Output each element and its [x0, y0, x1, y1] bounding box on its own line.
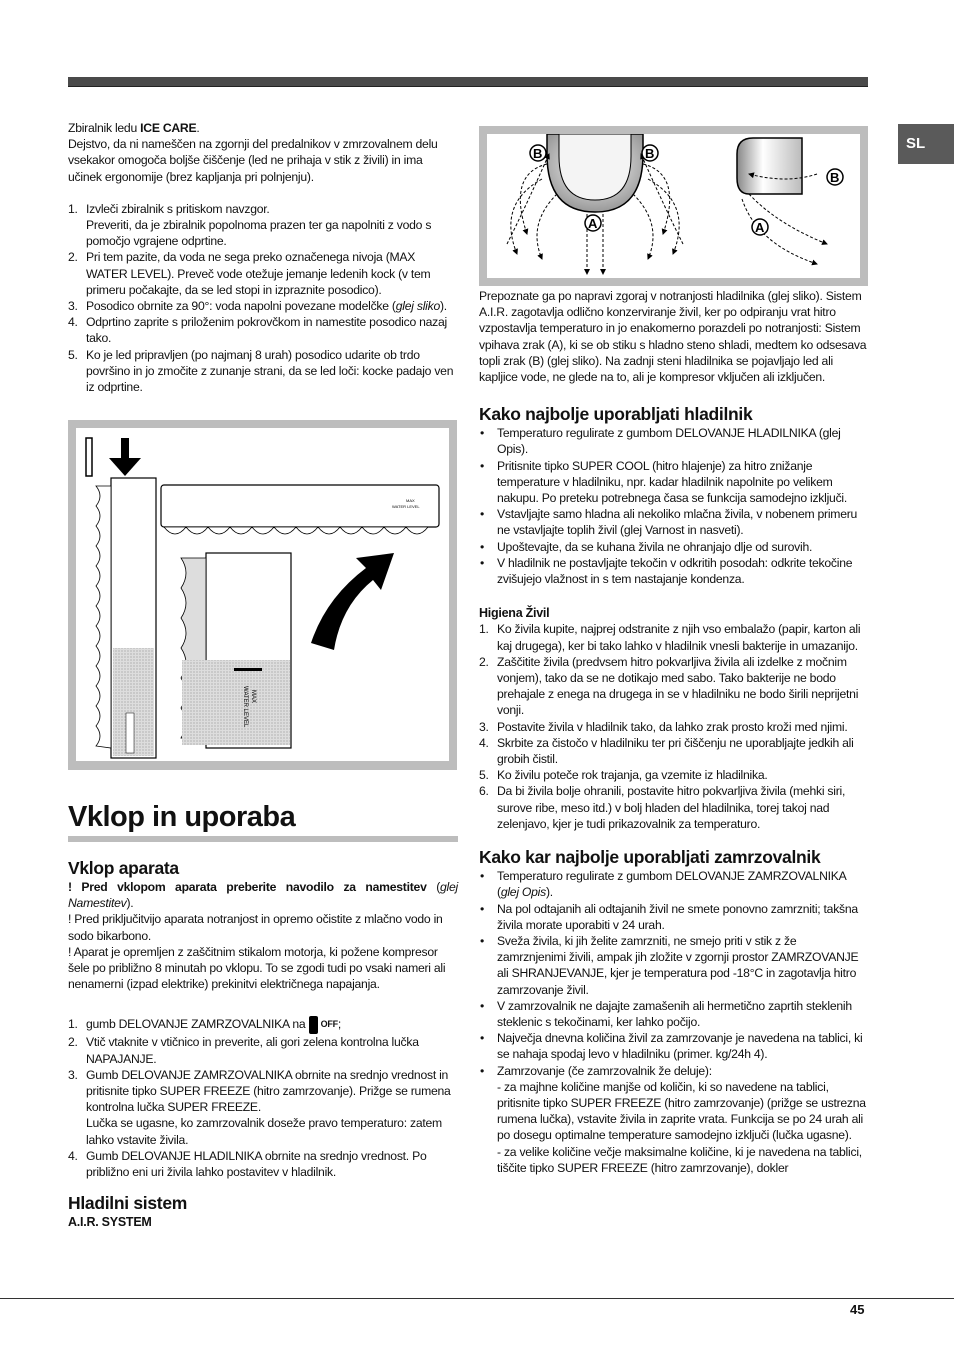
air-system-text: Prepoznate ga po napravi zgoraj v notranjosti hladilnika (glej sliko). Sistem A.I.R. zagotavlja odlično konzerviranje živil, ker po odpiranju vrat hitro vzpostavlja temperaturo in jo enakomerno porazdeli po notranjosti: Sistem vpihava zrak (A), ki se ob stiku s hladno steno shladi, medtem ko odsesava topli zrak (B) (glej sliko). Na zadnji steni hladilnika se pojavljajo led ali kapljice vode, ne glede na to, ali je kompresor vključen ali izključen. — [479, 289, 867, 385]
list-item — [68, 298, 458, 314]
list-item — [479, 719, 867, 735]
label-b-side — [827, 169, 843, 185]
label-a-left — [585, 215, 601, 231]
rotated-max-label: MAX — [250, 690, 256, 704]
list-item: • V zamrzovalnik ne dajajte zamašenih ali hermetično zaprtih steklenih steklenic s tekočinami, ker lahko počijo. — [479, 998, 867, 1030]
ice-care-section — [68, 120, 458, 395]
rotate-arrow-icon — [311, 553, 394, 650]
air-system-caption: A.I.R. SYSTEM — [68, 1215, 152, 1230]
hygiene-list — [479, 621, 867, 832]
label-a-side — [752, 219, 768, 235]
list-item — [68, 1034, 458, 1066]
step-text: Ko je led pripravljen (po najmanj 8 urah) posodico udarite ob trdo površino in jo zmočite z zunanje strani, da se led loči: kocke padajo ven iz odprtine. — [86, 347, 454, 395]
item-text: Postavite živila v hladilnik tako, da lahko zrak prosto kroži med njimi. — [497, 719, 848, 734]
label-b-left — [530, 145, 546, 161]
language-tab: SL — [898, 124, 954, 164]
list-item: • Upoštevajte, da se kuhana živila ne ohranjajo dlje od surovih. — [479, 539, 867, 555]
svg-text:A: A — [588, 216, 598, 231]
section-heading-hladilni-sistem: Hladilni sistem — [68, 1193, 188, 1214]
step-number: 5. — [68, 347, 78, 362]
list-item: • Sveža živila, ki jih želite zamrzniti, ne smejo priti v stik z že zamrznjenimi živili, ampak jih zložite v zgornji prostor ZAMRZOVANJE ali SHRANJEVANJE, kjer je temperatura pod -18°C in zagotavlja hitro zamrzovanje živil. — [479, 933, 867, 998]
item-text: Zaščitite živila (predvsem hitro pokvarljiva živila ali izdelke z močnim vonjem), tako da se ne dotikajo med sabo. Tako bakterije ne bodo prehajale z enega na drugega in se v hladilniku ne bodo širili neprijetni vonji. — [497, 654, 859, 718]
header-bar — [68, 77, 868, 87]
warning-1-open: ( — [436, 880, 441, 894]
item-number: 2. — [479, 654, 489, 669]
step-extra: Lučka se ugasne, ko zamrzovalnik doseže pravo temperaturo: zatem lahko vstavite živila. — [86, 1116, 442, 1147]
freezer-tips-list — [479, 868, 867, 1176]
warning-1-bold: ! Pred vklopom aparata preberite navodilo za namestitev — [68, 880, 427, 894]
list-item — [68, 1067, 458, 1148]
section-heading-vklop-aparata: Vklop aparata — [68, 858, 179, 878]
step-text: Gumb DELOVANJE HLADILNIKA obrnite na srednjo vrednost. Po približno eni uri živila lahko postavitev v hladilnik. — [86, 1148, 427, 1180]
warning-3: ! Aparat je opremljen z zaščitnim stikalom motorja, ki požene kompresor šele po približno 8 minutah po vklopu. To se zgodi tudi po vsaki nameri ali nenamerni (izpad elektrike) prekinitvi električnega napajanja. — [68, 944, 446, 992]
rotated-water-label: WATER LEVEL — [242, 686, 248, 728]
warning-1 — [68, 879, 458, 911]
item-text: Ko živilu poteče rok trajanja, ga vzemite iz hladilnika. — [497, 768, 768, 783]
step-text: Odprtino zaprite s priloženim pokrovčkom in namestite posodico nazaj tako. — [86, 315, 447, 346]
arrow-down-icon — [109, 438, 141, 476]
item-number: 3. — [479, 719, 489, 734]
warning-1-italic: glej Namestitev — [68, 880, 459, 911]
tray-water-label: WATER LEVEL — [392, 504, 420, 509]
item-extra: - za majhne količine manjše od količin, ki so navedene na tablici, pritisnite tipko SUPER FREEZE (hitro zamrzovanje) (prižge se ustrezna rumena lučka), vstavite živila in zaprite vrata. Funkcija se po 24 urah ali po dosegu optimalne temperature samodejno izključi (lučka ugasne). — [497, 1079, 866, 1143]
list-item: • V hladilnik ne postavljajte tekočin v odkritih posodah: odkrite tekočine zvišujejo vlažnost in s tem nastajanje kondenza. — [479, 555, 867, 587]
page-number: 45 — [850, 1302, 865, 1317]
tray-max-label: MAX — [406, 498, 415, 503]
item-italic: glej Opis — [500, 885, 546, 900]
list-item — [68, 1148, 458, 1180]
right-column — [479, 288, 867, 1176]
air-system-figure — [479, 126, 868, 286]
ice-tray-illustration — [76, 428, 449, 761]
page-title: Vklop in uporaba — [68, 801, 296, 833]
list-item — [479, 783, 867, 832]
step-italic: glej sliko — [395, 299, 440, 314]
step-number: 3. — [68, 1067, 78, 1082]
svg-text:B: B — [645, 146, 655, 161]
step-number: 3. — [68, 299, 78, 314]
list-item — [479, 868, 867, 900]
label-b-right — [642, 145, 658, 161]
warning-2: ! Pred priključitvijo aparata notranjost in opremo očistite z mlačno vodo in sodo bikarbono. — [68, 912, 443, 943]
step-text: Izvleči zbiralnik s pritiskom navzgor. — [86, 201, 270, 216]
item-text: Da bi živila bolje ohranili, postavite hitro pokvarljiva živila (mehki siri, surove ribe, meso itd.) v bolj hladen del hladilnika, torej takoj nad zelenjavo, kjer je tudi prikazovalnik za temperaturo. — [497, 784, 846, 831]
list-item: • Pritisnite tipko SUPER COOL (hitro hlajenje) za hitro znižanje temperature v hladilniku, npr. kadar hladilnik napolnite po velikem nakupu. Po preteku potrebnega časa se funkcija samodejno izključi. — [479, 458, 867, 507]
ice-care-title-suffix: . — [196, 121, 200, 135]
item-number: 5. — [479, 768, 489, 783]
item-text: Temperaturo regulirate z gumbom DELOVANJE ZAMRZOVALNIKA ( — [497, 869, 846, 900]
list-item: • Na pol odtajanih ali odtajanih živil ne smete ponovno zamrzniti; takšna živila morate uporabiti v 24 urah. — [479, 901, 867, 933]
list-item: • Temperaturo regulirate z gumbom DELOVANJE HLADILNIKA (glej Opis). — [479, 425, 867, 457]
step-number: 2. — [68, 1035, 78, 1050]
vklop-steps — [68, 1016, 458, 1180]
item-extra: - za velike količine večje maksimalne količine, ki je navedena na tablici, tiščite tipko SUPER FREEZE (hitro zamrzovanje), dokler — [497, 1144, 862, 1175]
list-item — [68, 347, 458, 396]
ice-care-title-prefix: Zbiralnik ledu — [68, 121, 141, 135]
section-heading-zamrzovalnik: Kako kar najbolje uporabljati zamrzovalnik — [479, 847, 821, 868]
airflow-illustration — [487, 134, 860, 278]
footer-rule — [0, 1298, 954, 1299]
list-item — [68, 249, 458, 298]
step-tail: ). — [440, 299, 447, 314]
hygiene-heading: Higiena Živil — [479, 606, 550, 621]
step-tail: ; — [337, 1017, 342, 1032]
item-number: 4. — [479, 735, 489, 750]
step-extra: Preveriti, da je zbiralnik popolnoma prazen ter ga napolniti z vodo s pomočjo vgrajene odprtine. — [86, 218, 432, 249]
ice-care-steps — [68, 201, 458, 395]
svg-text:B: B — [533, 146, 543, 161]
list-item — [479, 767, 867, 783]
step-text: Posodico obrnite za 90°: voda napolni povezane modelčke ( — [86, 299, 396, 314]
item-text: Zamrzovanje (če zamrzovalnik že deluje): — [497, 1063, 712, 1078]
step-number: 1. — [68, 201, 78, 216]
item-tail: ). — [545, 885, 553, 900]
list-item: • Največja dnevna količina živil za zamrzovanje je navedena na tablici, ki se nahaja spodaj levo v hladilniku (primer. kg/24h 4). — [479, 1030, 867, 1062]
list-item — [68, 1016, 458, 1034]
item-text: Ko živila kupite, najprej odstranite z njih vso embalažo (papir, karton ali kaj drugega), ker bi tako lahko v hladilnik vnesli bakterije in umazanijo. — [497, 622, 861, 653]
step-number: 2. — [68, 250, 78, 265]
list-item — [68, 201, 458, 250]
svg-text:A: A — [755, 220, 765, 235]
item-text: Skrbite za čistočo v hladilniku ter pri čiščenju ne uporabljajte jedkih ali grobih čistil. — [497, 735, 854, 767]
list-item — [479, 1063, 867, 1176]
step-number: 4. — [68, 315, 78, 330]
ice-tray-figure — [68, 420, 457, 770]
warning-1-close: ). — [126, 896, 134, 911]
vklop-section — [68, 800, 458, 1230]
item-number: 1. — [479, 622, 489, 637]
item-number: 6. — [479, 784, 489, 799]
fridge-tips-list — [479, 425, 867, 587]
step-text: Gumb DELOVANJE ZAMRZOVALNIKA obrnite na srednjo vrednost in pritisnite tipko SUPER FREEZE (hitro zamrzovanje). Prižge se rumena kontrolna lučka SUPER FREEZE. — [86, 1067, 451, 1115]
step-text: Vtič vtaknite v vtičnico in preverite, ali gori zelena kontrolna lučka NAPAJANJE. — [86, 1035, 419, 1066]
off-symbol: OFF — [320, 1019, 338, 1030]
knob-icon — [309, 1016, 318, 1034]
ice-care-name: ICE CARE — [140, 121, 197, 135]
step-number: 1. — [68, 1017, 78, 1032]
section-heading-hladilnik: Kako najbolje uporabljati hladilnik — [479, 404, 753, 425]
step-text: gumb DELOVANJE ZAMRZOVALNIKA na — [86, 1017, 306, 1032]
list-item — [479, 654, 867, 719]
step-text: Pri tem pazite, da voda ne sega preko označenega nivoja (MAX WATER LEVEL). Preveč vode otežuje jemanje ledenih kock (v tem primeru počakajte, da se led stopi in izpraznite posodico). — [86, 250, 431, 297]
step-number: 4. — [68, 1148, 78, 1163]
ice-care-intro: Dejstvo, da ni nameščen na zgornji del predalnikov v zmrzovalnem delu vsekakor omogoča boljše čiščenje (led ne prihaja v stik z živili) in ima učinek ergonomije (brez kapljanja pri polnjenju). — [68, 137, 438, 184]
list-item — [68, 314, 458, 346]
list-item — [479, 735, 867, 767]
svg-text:B: B — [830, 170, 840, 185]
ice-care-title — [68, 120, 458, 136]
list-item: • Vstavljajte samo hladna ali nekoliko mlačna živila, v nobenem primeru ne vstavljajte toplih živil (glej Varnost in nasveti). — [479, 506, 867, 538]
list-item — [479, 621, 867, 653]
